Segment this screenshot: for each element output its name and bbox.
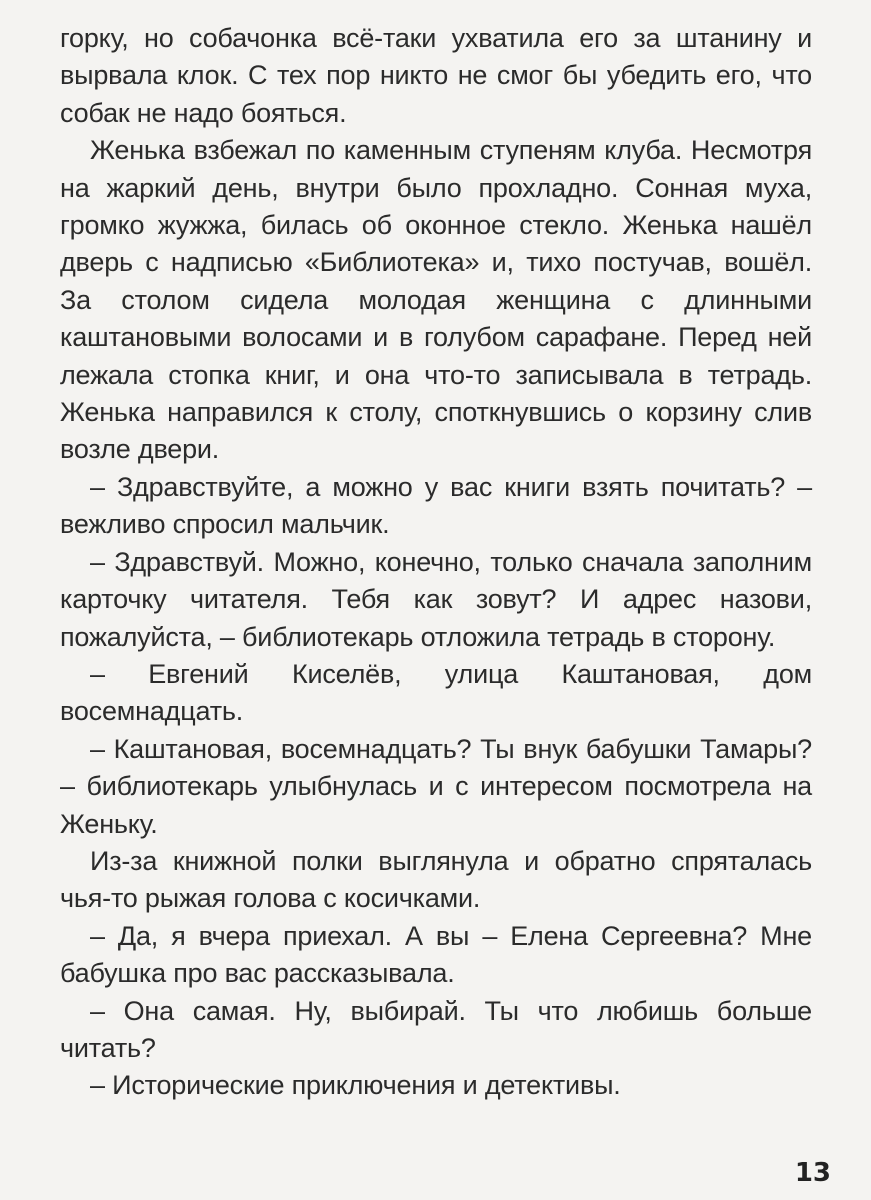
paragraph-4: – Здравствуй. Можно, конечно, только сначала заполним карточку читателя. Тебя как зовут? И адрес назови, пожалуйста, – библиотекарь отложила тетрадь в сторону.	[60, 546, 812, 652]
page-number: 13	[794, 1158, 831, 1188]
paragraph-10: – Исторические приключения и детективы.	[90, 1070, 621, 1101]
paragraph-9: – Она самая. Ну, выбирай. Ты что любишь больше читать?	[60, 995, 812, 1063]
paragraph-7: Из-за книжной полки выглянула и обратно спряталась чья-то рыжая голова с косичками.	[60, 845, 812, 914]
paragraph-8: – Да, я вчера приехал. А вы – Елена Сергеевна? Мне бабушка про вас рассказывала.	[60, 920, 812, 989]
paragraph-3: – Здравствуйте, а можно у вас книги взять почитать? – вежливо спросил мальчик.	[60, 471, 812, 540]
body-text	[60, 20, 812, 1105]
paragraph-6: – Каштановая, восемнадцать? Ты внук бабушки Тамары? – библиотекарь улыбнулась и с интересом посмотрела на Женьку.	[60, 733, 812, 839]
paragraph-2: Женька взбежал по каменным ступеням клуба. Несмотря на жаркий день, внутри было прохладно. Сонная муха, громко жужжа, билась об оконное стекло. Женька нашёл дверь с надписью «Библиотека» и, тихо постучав, вошёл. За столом сидела молодая женщина с длинными каштановыми волосами и в голубом сарафане. Перед ней лежала стопка книг, и она что-то записывала в тетрадь. Женька направился к столу, споткнувшись о корзину слив возле двери.	[60, 135, 812, 465]
paragraph-1: горку, но собачонка всё-таки ухватила его за штанину и вырвала клок. С тех пор никто не смог бы убедить его, что собак не надо бояться.	[60, 23, 812, 128]
paragraph-5: – Евгений Киселёв, улица Каштановая, дом восемнадцать.	[60, 658, 812, 727]
